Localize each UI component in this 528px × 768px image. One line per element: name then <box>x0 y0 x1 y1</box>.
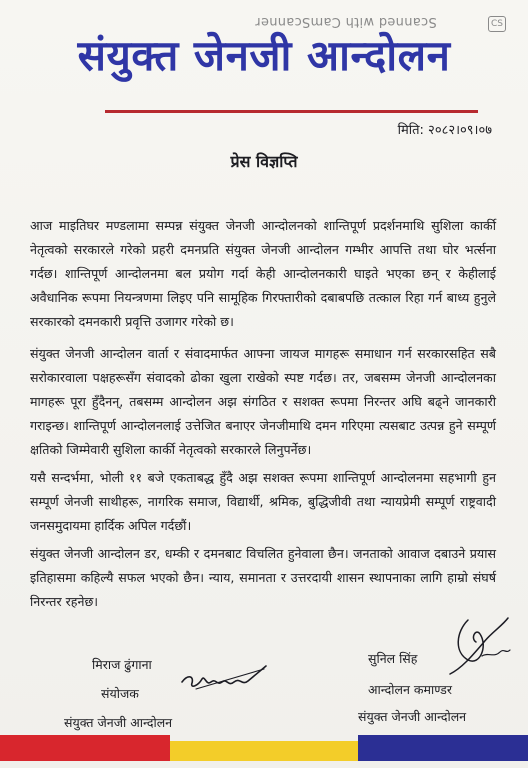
right-signature <box>442 612 514 690</box>
left-signatory-org: संयुक्त जेनजी आन्दोलन <box>64 715 173 730</box>
footer-bar-red <box>0 735 170 761</box>
right-signatory-role: आन्दोलन कमाण्डर <box>368 682 452 697</box>
paragraph-1: आज माइतिघर मण्डलामा सम्पन्न संयुक्त जेनजी आन्दोलनको शान्तिपूर्ण प्रदर्शनमाथि सुशिला कार्की नेतृत्वको सरकारले गरेको प्रहरी दमनप्रति संयुक्त जेनजी आन्दोलन गम्भीर आपत्ति तथा घोर भर्त्सना गर्दछ। शान्तिपूर्ण आन्दोलनमा बल प्रयोग गर्दा केही आन्दोलनकारी घाइते भएका छन् र केहीलाई अवैधानिक रूपमा नियन्त्रणमा लिइए पनि सामूहिक गिरफ्तारीको दबाबपछि तत्काल रिहा गर्न बाध्य हुनुले सरकारको दमनकारी प्रवृत्ति उजागर गरेको छ। <box>30 218 496 329</box>
left-signatory-name: मिराज ढुंगाना <box>92 657 152 672</box>
paragraph-4: संयुक्त जेनजी आन्दोलन डर, धम्की र दमनबाट विचलित हुनेवाला छैन। जनताको आवाज दबाउने प्रयास इतिहासमा कहिल्यै सफल भएको छैन। न्याय, समानता र उत्तरदायी शासन स्थापनाका लागि हाम्रो संघर्ष निरन्तर रहनेछ। <box>30 546 496 609</box>
left-signatory-role: संयोजक <box>101 686 139 701</box>
footer-bar-blue <box>358 735 528 761</box>
paragraph-3: यसै सन्दर्भमा, भोली ११ बजे एकताबद्ध हुँदै अझ सशक्त रूपमा शान्तिपूर्ण आन्दोलनमा सहभागी हुन सम्पूर्ण जेनजी साथीहरू, नागरिक समाज, विद्यार्थी, श्रमिक, बुद्धिजीवी तथा न्यायप्रेमी सम्पूर्ण राष्ट्रवादी जनसमुदायमा हार्दिक अपिल गर्दछौं। <box>30 470 496 533</box>
footer-bar-yellow <box>170 741 358 761</box>
document-date: मिति: २०८२।०९।०७ <box>397 123 492 138</box>
camscanner-icon: CS <box>488 16 506 32</box>
press-release-heading: प्रेस विज्ञप्ति <box>230 152 298 171</box>
right-signatory-org: संयुक्त जेनजी आन्दोलन <box>358 709 467 724</box>
left-signature <box>178 656 273 698</box>
header-rule <box>105 110 478 113</box>
organization-title: संयुक्त जेनजी आन्दोलन <box>77 31 451 80</box>
scanner-watermark: Scanned with CamScanner <box>255 14 437 29</box>
paragraph-2: संयुक्त जेनजी आन्दोलन वार्ता र संवादमार्फत आफ्ना जायज मागहरू समाधान गर्न सरकारसहित सबै सरोकारवाला पक्षहरूसँग संवादको ढोका खुला राखेको स्पष्ट गर्दछ। तर, जबसम्म जेनजी आन्दोलनका मागहरू पूरा हुँदैनन्, तबसम्म आन्दोलन अझ संगठित र सशक्त रूपमा निरन्तर अघि बढ्ने जानकारी गराइन्छ। शान्तिपूर्ण आन्दोलनलाई उत्तेजित बनाएर जेनजीमाथि दमन गरिएमा त्यसबाट उत्पन्न हुने सम्पूर्ण क्षतिको जिम्मेवारी सुशिला कार्की नेतृत्वको सरकारले लिनुपर्नेछ। <box>30 346 496 457</box>
right-signatory-name: सुनिल सिंह <box>368 651 418 666</box>
